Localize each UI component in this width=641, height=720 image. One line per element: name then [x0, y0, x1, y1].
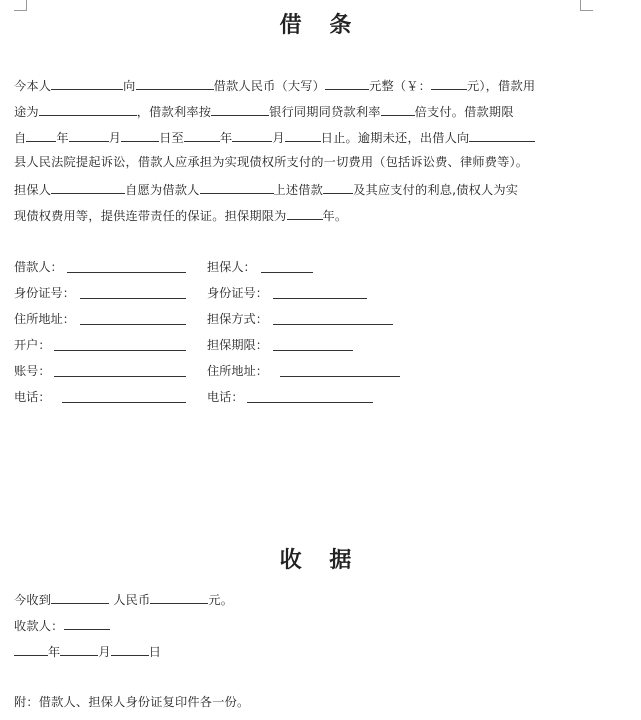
account-label: 账号：	[14, 364, 51, 378]
loan-paragraph-line-6: 现债权费用等，提供连带责任的保证。担保期限为 年。	[14, 206, 347, 224]
borrower-address-label: 住所地址：	[14, 312, 75, 326]
guarantor-id-label: 身份证号：	[207, 286, 268, 300]
guarantee-period-field[interactable]	[273, 350, 353, 351]
account-field[interactable]	[54, 376, 186, 377]
borrower-phone-field[interactable]	[62, 402, 186, 403]
receipt-title: 收 据	[279, 547, 362, 573]
guarantor-phone-label: 电话：	[207, 390, 244, 404]
guarantor-address-field[interactable]	[280, 376, 400, 377]
guarantee-method-field[interactable]	[273, 324, 393, 325]
bank-field[interactable]	[54, 350, 186, 351]
receipt-note: 附：借款人、担保人身份证复印件各一份。	[14, 695, 250, 709]
borrower-label: 借款人：	[14, 260, 63, 274]
guarantor-field[interactable]	[261, 272, 313, 273]
receipt-line-3: 年 月 日	[14, 642, 161, 660]
borrower-phone-label: 电话：	[14, 390, 51, 404]
loan-paragraph-line-4: 县人民法院提起诉讼，借款人应承担为实现债权所支付的一切费用（包括诉讼费、律师费等）。	[14, 155, 529, 169]
loan-paragraph-line-5: 担保人 自愿为借款人 上述借款 及其应支付的利息,债权人为实	[14, 180, 518, 198]
guarantee-method-label: 担保方式：	[207, 312, 268, 326]
borrower-id-label: 身份证号：	[14, 286, 75, 300]
guarantor-id-field[interactable]	[273, 298, 367, 299]
loan-title: 借 条	[279, 12, 362, 38]
borrower-address-field[interactable]	[80, 324, 186, 325]
borrower-field[interactable]	[67, 272, 186, 273]
guarantor-address-label: 住所地址：	[207, 364, 268, 378]
receipt-line-1: 今收到 人民币 元。	[14, 590, 233, 608]
guarantee-period-label: 担保期限：	[207, 338, 268, 352]
loan-paragraph-line-3: 自 年 月 日至 年 月 日止。逾期未还，出借人向	[14, 128, 535, 146]
receipt-line-2: 收款人：	[14, 616, 110, 634]
bank-label: 开户：	[14, 338, 51, 352]
guarantor-label: 担保人：	[207, 260, 256, 274]
borrower-id-field[interactable]	[80, 298, 186, 299]
loan-paragraph-line-2: 途为 ，借款利率按 银行同期同贷款利率 倍支付。借款期限	[14, 102, 514, 120]
loan-paragraph-line-1: 今本人 向 借款人民币（大写） 元整（￥： 元），借款用	[14, 76, 535, 94]
guarantor-phone-field[interactable]	[247, 402, 373, 403]
